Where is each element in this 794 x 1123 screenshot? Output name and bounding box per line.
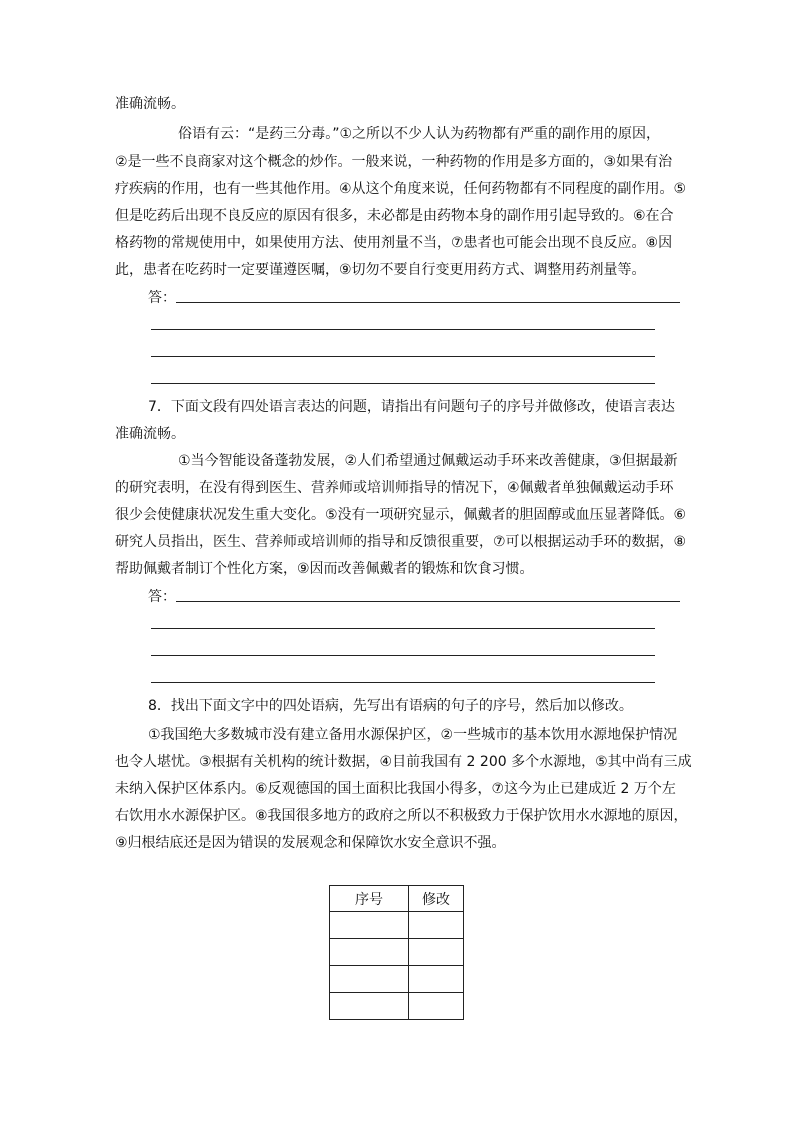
q7-question-line-1: 7．下面文段有四处语言表达的问题，请指出有问题句子的序号并做修改，使语言表达 [148,399,675,415]
q6-answer-line-2[interactable] [151,329,655,330]
q6-prompt-tail: 准确流畅。 [115,96,185,112]
q6-passage-line-1: 俗语有云：“是药三分毒。”①之所以不少人认为药物都有严重的副作用的原因， [178,126,661,142]
table-row [330,912,464,939]
q7-passage-line-4: 研究人员指出，医生、营养师或培训师的指导和反馈很重要，⑦可以根据运动手环的数据，⑧ [115,534,687,550]
table-header-row [330,886,464,912]
table-row [330,966,464,993]
q6-answer-line-3[interactable] [151,356,655,357]
q7-passage-line-1: ①当今智能设备蓬勃发展，②人们希望通过佩戴运动手环来改善健康，③但据最新 [178,453,678,469]
q6-passage-line-4: 但是吃药后出现不良反应的原因有很多，未必都是由药物本身的副作用引起导致的。⑥在合 [115,208,674,224]
q6-passage-line-5: 格药物的常规使用中，如果使用方法、使用剂量不当，⑦患者也可能会出现不良反应。⑧因 [115,235,673,251]
q7-answer-line-3[interactable] [151,655,655,656]
q8-question: 8．找出下面文字中的四处语病，先写出有语病的句子的序号，然后加以修改。 [148,698,633,714]
table-cell-number[interactable] [330,939,409,966]
q6-passage-line-3: 疗疾病的作用，也有一些其他作用。④从这个角度来说，任何药物都有不同程度的副作用。⑤ [115,181,687,197]
q7-question-line-2: 准确流畅。 [115,426,185,442]
table-row [330,993,464,1020]
table-header-number: 序号 [330,886,409,912]
q8-passage-line-5: ⑨归根结底还是因为错误的发展观念和保障饮水安全意识不强。 [115,835,506,851]
q7-passage-line-2: 的研究表明，在没有得到医生、营养师或培训师指导的情况下，④佩戴者单独佩戴运动手环 [115,480,674,496]
q7-answer-line-1[interactable] [176,601,680,602]
q6-passage-line-2: ②是一些不良商家对这个概念的炒作。一般来说，一种药物的作用是多方面的，③如果有治 [115,154,673,170]
q7-answer-label: 答： [148,589,176,605]
table-cell-revision[interactable] [409,912,464,939]
q8-passage-line-1: ①我国绝大多数城市没有建立备用水源保护区，②一些城市的基本饮用水源地保护情况 [148,727,678,743]
table-row [330,939,464,966]
q7-passage-line-3: 很少会使健康状况发生重大变化。⑤没有一项研究显示，佩戴者的胆固醇或血压显著降低。⑥ [115,507,687,523]
table-cell-number[interactable] [330,912,409,939]
table-cell-revision[interactable] [409,939,464,966]
table-cell-number[interactable] [330,993,409,1020]
q6-passage-line-6: 此，患者在吃药时一定要谨遵医嘱，⑨切勿不要自行变更用药方式、调整用药剂量等。 [115,262,646,278]
table-cell-revision[interactable] [409,966,464,993]
table-cell-revision[interactable] [409,993,464,1020]
q8-passage-line-3: 未纳入保护区体系内。⑥反观德国的国土面积比我国小得多，⑦这今为止已建成近 2 万个左 [115,781,676,797]
q6-answer-line-4[interactable] [151,383,655,384]
q6-answer-line-1[interactable] [176,302,680,303]
table-header-revision: 修改 [409,886,464,912]
q8-passage-line-2: 也令人堪忧。③根据有关机构的统计数据，④目前我国有 2 200 多个水源地，⑤其中尚有三成 [115,754,692,770]
q8-passage-line-4: 右饮用水水源保护区。⑧我国很多地方的政府之所以不积极致力于保护饮用水水源地的原因， [115,808,688,824]
q8-answer-table [329,885,464,1020]
q7-answer-line-2[interactable] [151,628,655,629]
q7-passage-line-5: 帮助佩戴者制订个性化方案，⑨因而改善佩戴者的锻炼和饮食习惯。 [115,561,534,577]
table-cell-number[interactable] [330,966,409,993]
q6-answer-label: 答： [148,290,176,306]
q7-answer-line-4[interactable] [151,682,655,683]
